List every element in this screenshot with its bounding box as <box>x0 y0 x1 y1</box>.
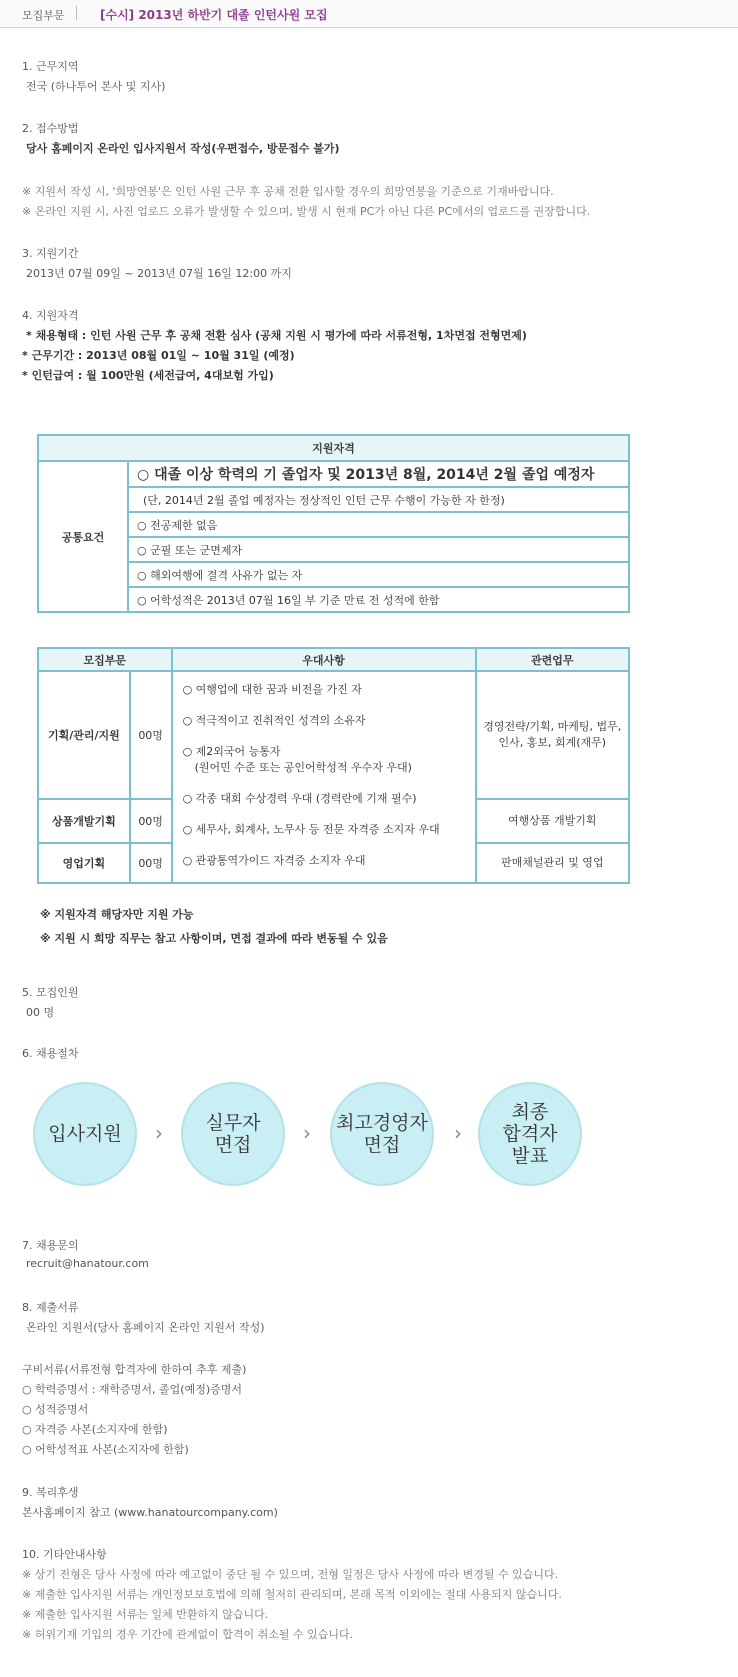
step-text: 발표 <box>511 1145 549 1167</box>
division-cell: 기획/관리/지원 <box>38 671 130 799</box>
sec4-line: * 근무기간 : 2013년 08월 01일 ~ 10월 31일 (예정) <box>22 349 295 362</box>
header-label: 모집부문 <box>22 9 65 22</box>
sec8-body: 온라인 지원서(당사 홈페이지 온라인 지원서 작성) <box>26 1321 265 1334</box>
sec9-body: 본사홈페이지 참고 (www.hanatourcompany.com) <box>22 1506 278 1519</box>
sec10-note: ※ 허위기재 기입의 경우 기간에 관계없이 합격이 취소될 수 있습니다. <box>22 1628 354 1641</box>
division-cell: 상품개발기획 <box>38 799 130 843</box>
process-step-executive-interview <box>330 1082 434 1186</box>
header-bar <box>0 0 738 28</box>
sec3-body: 2013년 07월 09일 ~ 2013년 07월 16일 12:00 까지 <box>26 267 292 280</box>
sec5-heading: 5. 모집인원 <box>22 986 79 999</box>
sec9-heading: 9. 복리후생 <box>22 1486 79 1499</box>
preference-item: (원어민 수준 또는 공인어학성적 우수자 우대) <box>194 761 412 774</box>
requirement-row: ○ 해외여행에 결격 사유가 없는 자 <box>128 562 629 587</box>
sec10-heading: 10. 기타안내사항 <box>22 1548 107 1561</box>
sec10-note: ※ 제출한 입사지원 서류는 일체 반환하지 않습니다. <box>22 1608 269 1621</box>
sec1-heading: 1. 근무지역 <box>22 60 79 73</box>
chevron-right-icon: › <box>454 1121 462 1145</box>
requirement-row: (단, 2014년 2월 졸업 예정자는 정상적인 인턴 근무 수행이 가능한 자 한정) <box>128 487 629 512</box>
recruitment-table <box>37 647 630 884</box>
sec5-body: 00 명 <box>26 1006 55 1019</box>
preference-item: ○ 각종 대회 수상경력 우대 (경력란에 기재 필수) <box>182 792 417 805</box>
step-text: 면접 <box>363 1134 401 1156</box>
table-note: ※ 지원자격 해당자만 지원 가능 <box>40 908 194 921</box>
sec2-body: 당사 홈페이지 온라인 입사지원서 작성(우편접수, 방문접수 불가) <box>26 142 340 155</box>
step-text: 실무자 <box>205 1112 261 1134</box>
division-cell: 영업기획 <box>38 843 130 883</box>
table-note: ※ 지원 시 희망 직무는 참고 사항이며, 면접 결과에 따라 변동될 수 있음 <box>40 932 388 945</box>
step-text: 최종 <box>511 1101 549 1123</box>
chevron-right-icon: › <box>303 1121 311 1145</box>
process-step-final <box>478 1082 582 1186</box>
preference-item: ○ 관광통역가이드 자격증 소지자 우대 <box>182 854 366 867</box>
process-step-apply <box>33 1082 137 1186</box>
sec1-body: 전국 (하나투어 본사 및 지사) <box>26 80 166 93</box>
common-requirements-label: 공통요건 <box>38 461 128 612</box>
qualification-table <box>37 434 630 613</box>
step-text: 합격자 <box>502 1123 558 1145</box>
sec8-extra-title: 구비서류(서류전형 합격자에 한하여 추후 제출) <box>22 1363 247 1376</box>
sec4-heading: 4. 지원자격 <box>22 309 79 322</box>
sec6-heading: 6. 채용절차 <box>22 1047 79 1060</box>
preference-item: ○ 여행업에 대한 꿈과 비전을 가진 자 <box>182 683 362 696</box>
step-text: 입사지원 <box>48 1123 122 1145</box>
count-cell: 00명 <box>130 843 172 883</box>
count-cell: 00명 <box>130 799 172 843</box>
job-cell: 경영전략/기획, 마케팅, 법무, 인사, 홍보, 회계(재무) <box>476 671 629 799</box>
page-title: [수시] 2013년 하반기 대졸 인턴사원 모집 <box>100 8 328 22</box>
count-cell: 00명 <box>130 671 172 799</box>
contact-email: recruit@hanatour.com <box>26 1257 149 1270</box>
job-cell: 여행상품 개발기획 <box>476 799 629 843</box>
qualification-table-header: 지원자격 <box>38 435 629 461</box>
step-text: 면접 <box>214 1134 252 1156</box>
sec8-extra-item: ○ 자격증 사본(소지자에 한함) <box>22 1423 168 1436</box>
sec2-heading: 2. 접수방법 <box>22 122 79 135</box>
sec7-heading: 7. 채용문의 <box>22 1239 79 1252</box>
preferences-cell <box>172 671 476 883</box>
sec8-heading: 8. 제출서류 <box>22 1301 79 1314</box>
requirement-row: ○ 전공제한 없음 <box>128 512 629 537</box>
sec8-extra-item: ○ 성적증명서 <box>22 1403 89 1416</box>
chevron-right-icon: › <box>155 1121 163 1145</box>
job-cell: 판매채널관리 및 영업 <box>476 843 629 883</box>
preference-item: ○ 제2외국어 능통자 <box>182 745 281 758</box>
sec2-note: ※ 온라인 지원 시, 사진 업로드 오류가 발생할 수 있으며, 발생 시 현재 PC가 아닌 다른 PC에서의 업로드를 권장합니다. <box>22 205 591 218</box>
requirement-row: ○ 대졸 이상 학력의 기 졸업자 및 2013년 8월, 2014년 2월 졸업 예정자 <box>128 461 629 487</box>
process-step-interview <box>181 1082 285 1186</box>
sec10-note: ※ 제출한 입사지원 서류는 개인정보보호법에 의해 철저히 관리되며, 본래 목적 이외에는 절대 사용되지 않습니다. <box>22 1588 562 1601</box>
requirement-row: ○ 어학성적은 2013년 07월 16일 부 기준 만료 전 성적에 한함 <box>128 587 629 612</box>
sec3-heading: 3. 지원기간 <box>22 247 79 260</box>
preference-item: ○ 적극적이고 진취적인 성격의 소유자 <box>182 714 366 727</box>
requirement-row: ○ 군필 또는 군면제자 <box>128 537 629 562</box>
col-header-preferences: 우대사항 <box>172 648 476 671</box>
col-header-job: 관련업무 <box>476 648 629 671</box>
sec4-line: * 채용형태 : 인턴 사원 근무 후 공채 전환 심사 (공채 지원 시 평가에 따라 서류전형, 1차면접 전형면제) <box>26 329 527 342</box>
step-text: 최고경영자 <box>336 1112 428 1134</box>
preference-item: ○ 세무사, 회계사, 노무사 등 전문 자격증 소지자 우대 <box>182 823 440 836</box>
sec8-extra-item: ○ 학력증명서 : 재학증명서, 졸업(예정)증명서 <box>22 1383 243 1396</box>
sec8-extra-item: ○ 어학성적표 사본(소지자에 한함) <box>22 1443 189 1456</box>
sec4-line: * 인턴급여 : 월 100만원 (세전급여, 4대보험 가입) <box>22 369 274 382</box>
sec10-note: ※ 상기 전형은 당사 사정에 따라 예고없이 중단 될 수 있으며, 전형 일정은 당사 사정에 따라 변경될 수 있습니다. <box>22 1568 559 1581</box>
col-header-division: 모집부문 <box>38 648 172 671</box>
sec2-note: ※ 지원서 작성 시, '희망연봉'은 인턴 사원 근무 후 공채 전환 입사할 경우의 희망연봉을 기준으로 기재바랍니다. <box>22 185 554 198</box>
header-divider <box>76 6 77 20</box>
